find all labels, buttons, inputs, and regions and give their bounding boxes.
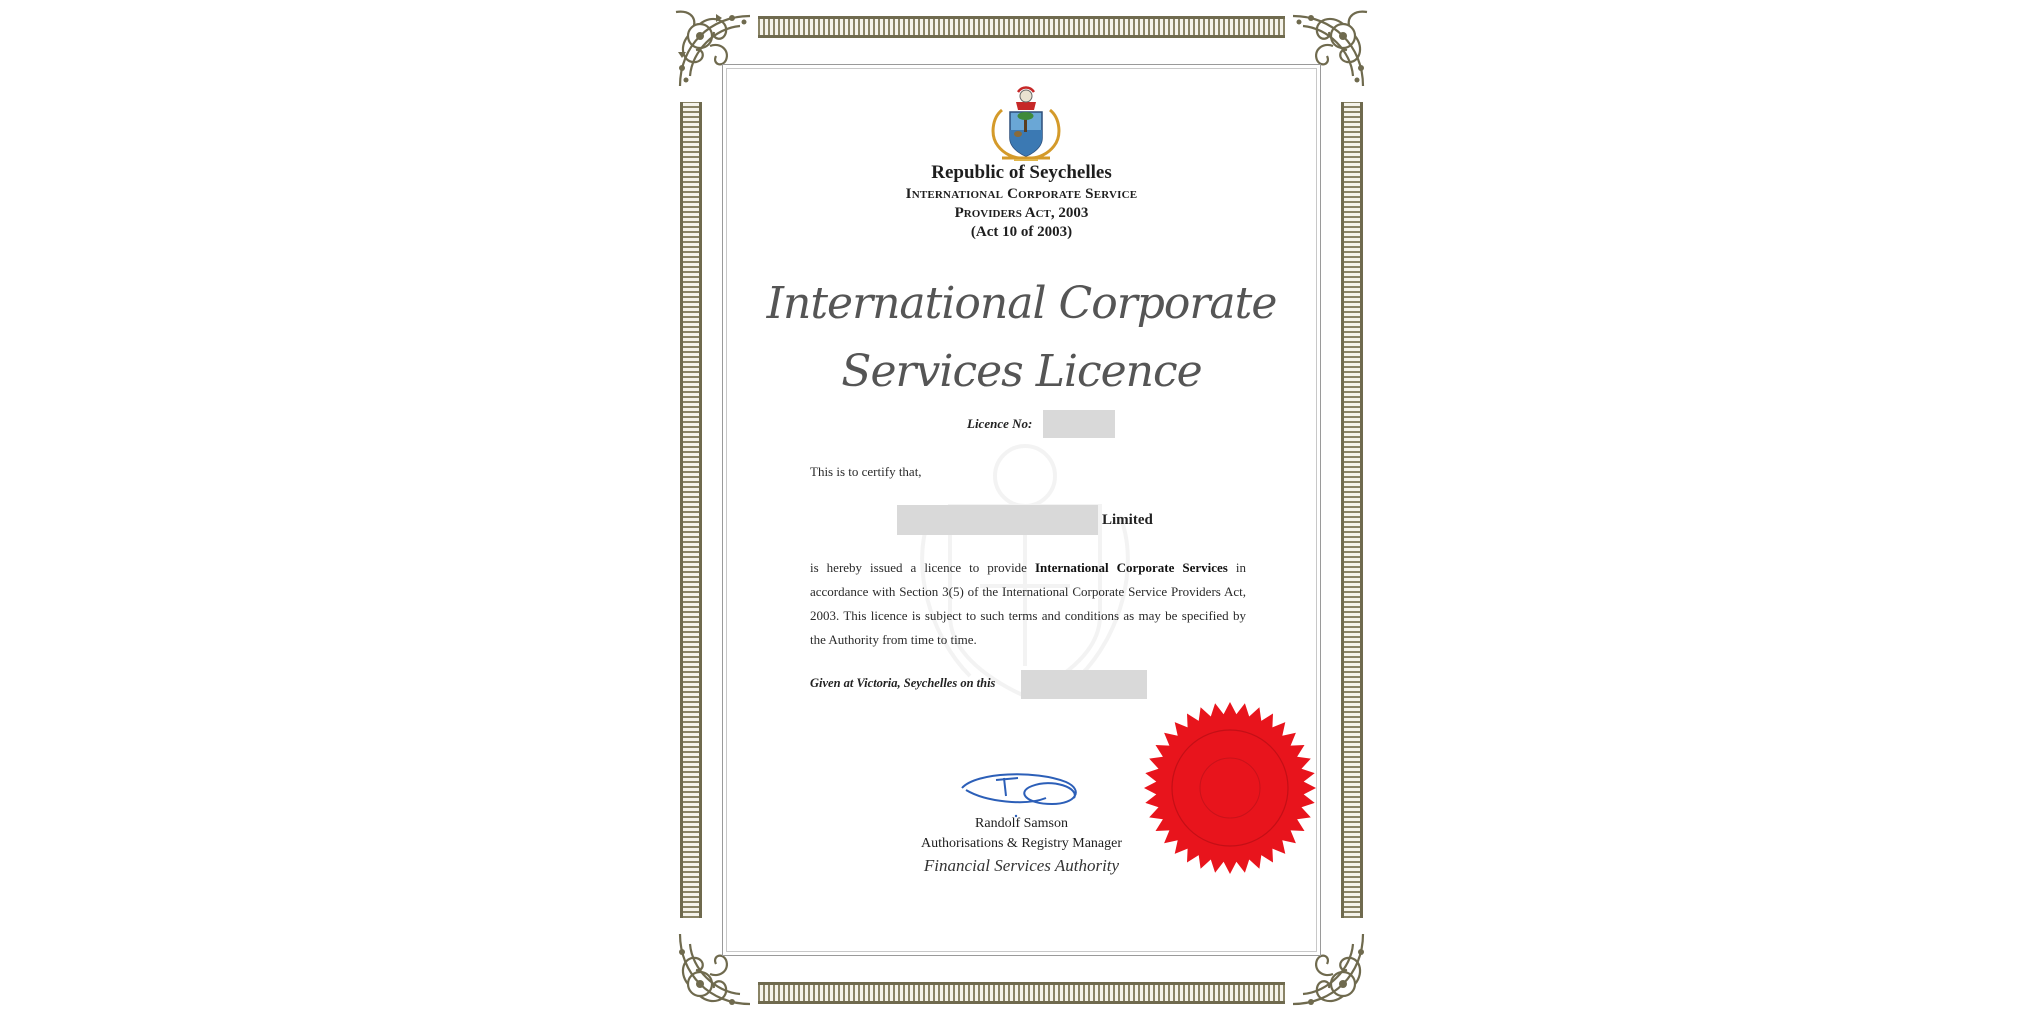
company-name-redaction (897, 505, 1098, 535)
seal-icon (1142, 700, 1318, 876)
act-title-line1: International Corporate Service (905, 186, 1138, 202)
act-title-line2: Providers Act, 2003 (954, 205, 1089, 221)
company-suffix: Limited (1102, 512, 1153, 528)
frame-border-top (758, 16, 1285, 38)
certify-text: This is to certify that, (810, 464, 922, 479)
act-number: (Act 10 of 2003) (970, 224, 1073, 240)
body-text-part1: is hereby issued a licence to provide (810, 560, 1035, 575)
signature-icon (956, 762, 1086, 822)
certificate-title-line2: Services Licence (841, 346, 1202, 397)
given-at-text: Given at Victoria, Seychelles on this (810, 676, 996, 690)
signatory-name: Randolf Samson (975, 816, 1068, 831)
coat-of-arms-icon (988, 84, 1064, 164)
republic-heading: Republic of Seychelles (931, 162, 1112, 183)
body-text-bold: International Corporate Services (1034, 560, 1228, 575)
licence-body-text (810, 556, 1246, 652)
licence-number-label: Licence No: (967, 416, 1033, 431)
date-redaction (1021, 670, 1147, 699)
certificate (670, 6, 1373, 1014)
signatory-organisation: Financial Services Authority (923, 856, 1120, 875)
certificate-title-line1: International Corporate (766, 278, 1277, 329)
signatory-role: Authorisations & Registry Manager (920, 836, 1123, 851)
body-text-part2: in accordance with Section 3(5) of the International Corporate Service Providers Act, 2003. This licence is subject to such terms and conditions as may be specified by the Authority from time to time. (810, 560, 1246, 647)
licence-number-redaction (1043, 410, 1115, 438)
frame-border-bottom (758, 982, 1285, 1004)
